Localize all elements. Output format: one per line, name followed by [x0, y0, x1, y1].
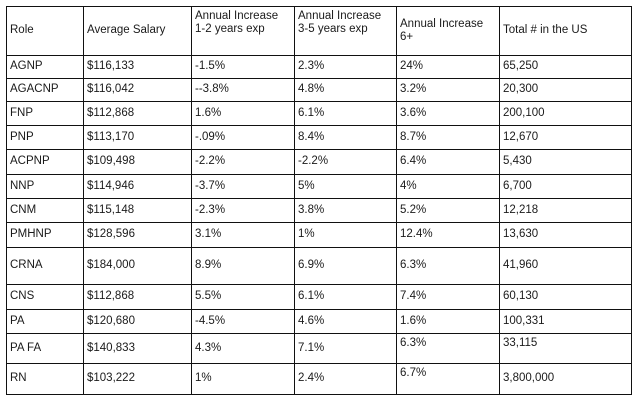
- cell-increase-6-plus: 3.6%: [397, 102, 500, 126]
- cell-increase-6-plus: 8.7%: [397, 126, 500, 150]
- cell-role: AGACNP: [7, 79, 84, 102]
- cell-increase-3-5: 5%: [295, 175, 397, 199]
- cell-total-us: 12,670: [500, 126, 632, 150]
- table-row: [7, 285, 632, 310]
- cell-role: NNP: [7, 175, 84, 199]
- table-row: [7, 126, 632, 150]
- cell-salary: $112,868: [84, 285, 192, 310]
- cell-increase-3-5: 4.6%: [295, 310, 397, 334]
- cell-salary: $184,000: [84, 248, 192, 285]
- cell-increase-3-5: 6.9%: [295, 248, 397, 285]
- table-row: [7, 102, 632, 126]
- table-row: [7, 175, 632, 199]
- cell-total-us: 3,800,000: [500, 364, 632, 395]
- cell-increase-3-5: -2.2%: [295, 150, 397, 175]
- cell-total-us: 5,430: [500, 150, 632, 175]
- cell-increase-1-2: -3.7%: [192, 175, 295, 199]
- table-row: [7, 56, 632, 79]
- cell-increase-1-2: -.09%: [192, 126, 295, 150]
- header-increase-1-2: Annual Increase 1-2 years exp: [192, 7, 295, 56]
- cell-role: PA FA: [7, 334, 84, 364]
- header-increase-6-plus: Annual Increase 6+: [397, 7, 500, 56]
- cell-role: ACPNP: [7, 150, 84, 175]
- cell-total-us: 6,700: [500, 175, 632, 199]
- cell-increase-3-5: 4.8%: [295, 79, 397, 102]
- cell-increase-1-2: --3.8%: [192, 79, 295, 102]
- cell-increase-1-2: -2.2%: [192, 150, 295, 175]
- cell-total-us: 33,115: [500, 334, 632, 364]
- cell-increase-3-5: 3.8%: [295, 199, 397, 223]
- cell-salary: $103,222: [84, 364, 192, 395]
- cell-total-us: 200,100: [500, 102, 632, 126]
- cell-role: CRNA: [7, 248, 84, 285]
- table-row: [7, 150, 632, 175]
- cell-total-us: 41,960: [500, 248, 632, 285]
- cell-total-us: 100,331: [500, 310, 632, 334]
- cell-increase-1-2: 4.3%: [192, 334, 295, 364]
- header-average-salary: Average Salary: [84, 7, 192, 56]
- cell-total-us: 60,130: [500, 285, 632, 310]
- cell-role: CNM: [7, 199, 84, 223]
- cell-increase-3-5: 6.1%: [295, 285, 397, 310]
- header-row: [7, 7, 632, 56]
- cell-role: PMHNP: [7, 223, 84, 248]
- table-row: [7, 199, 632, 223]
- cell-increase-6-plus: 6.4%: [397, 150, 500, 175]
- cell-salary: $113,170: [84, 126, 192, 150]
- cell-salary: $109,498: [84, 150, 192, 175]
- cell-increase-3-5: 2.4%: [295, 364, 397, 395]
- cell-increase-6-plus: 5.2%: [397, 199, 500, 223]
- cell-increase-1-2: 5.5%: [192, 285, 295, 310]
- cell-total-us: 65,250: [500, 56, 632, 79]
- cell-salary: $116,042: [84, 79, 192, 102]
- cell-total-us: 12,218: [500, 199, 632, 223]
- table-row: [7, 248, 632, 285]
- cell-increase-1-2: -4.5%: [192, 310, 295, 334]
- cell-salary: $128,596: [84, 223, 192, 248]
- cell-role: CNS: [7, 285, 84, 310]
- cell-increase-1-2: 1.6%: [192, 102, 295, 126]
- cell-increase-6-plus: 7.4%: [397, 285, 500, 310]
- table-row: [7, 364, 632, 395]
- cell-salary: $112,868: [84, 102, 192, 126]
- cell-increase-1-2: -2.3%: [192, 199, 295, 223]
- cell-increase-6-plus: 1.6%: [397, 310, 500, 334]
- table-row: [7, 223, 632, 248]
- cell-increase-3-5: 1%: [295, 223, 397, 248]
- cell-role: PNP: [7, 126, 84, 150]
- cell-salary: $140,833: [84, 334, 192, 364]
- cell-increase-6-plus: 24%: [397, 56, 500, 79]
- cell-increase-6-plus: 6.7%: [397, 364, 500, 395]
- cell-role: AGNP: [7, 56, 84, 79]
- cell-increase-6-plus: 12.4%: [397, 223, 500, 248]
- cell-increase-6-plus: 3.2%: [397, 79, 500, 102]
- salary-table-container: [6, 6, 631, 395]
- cell-role: FNP: [7, 102, 84, 126]
- cell-increase-1-2: 1%: [192, 364, 295, 395]
- cell-salary: $114,946: [84, 175, 192, 199]
- table-row: [7, 79, 632, 102]
- cell-increase-3-5: 6.1%: [295, 102, 397, 126]
- cell-increase-1-2: -1.5%: [192, 56, 295, 79]
- header-role: Role: [7, 7, 84, 56]
- cell-increase-3-5: 8.4%: [295, 126, 397, 150]
- cell-increase-6-plus: 6.3%: [397, 248, 500, 285]
- cell-increase-1-2: 8.9%: [192, 248, 295, 285]
- cell-increase-3-5: 2.3%: [295, 56, 397, 79]
- cell-role: PA: [7, 310, 84, 334]
- cell-increase-6-plus: 6.3%: [397, 334, 500, 364]
- cell-total-us: 20,300: [500, 79, 632, 102]
- table-row: [7, 310, 632, 334]
- cell-increase-3-5: 7.1%: [295, 334, 397, 364]
- cell-increase-1-2: 3.1%: [192, 223, 295, 248]
- header-total-us: Total # in the US: [500, 7, 632, 56]
- cell-increase-6-plus: 4%: [397, 175, 500, 199]
- header-increase-3-5: Annual Increase 3-5 years exp: [295, 7, 397, 56]
- cell-total-us: 13,630: [500, 223, 632, 248]
- cell-role: RN: [7, 364, 84, 395]
- salary-table: [6, 6, 632, 395]
- cell-salary: $120,680: [84, 310, 192, 334]
- table-row: [7, 334, 632, 364]
- cell-salary: $116,133: [84, 56, 192, 79]
- cell-salary: $115,148: [84, 199, 192, 223]
